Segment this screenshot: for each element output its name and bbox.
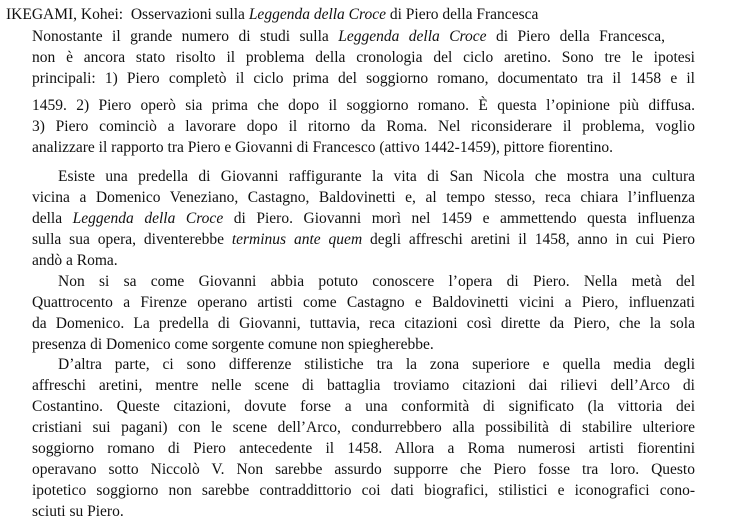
paragraph-line: principali: 1) Piero completò il ciclo prima del soggiorno romano, documentato tra il 1458 e il — [32, 70, 695, 87]
paragraph-1-continued — [32, 95, 695, 158]
paragraph-line: sulla sua opera, diventerebbe terminus ante quem degli affreschi aretini il 1458, anno in cui Piero — [32, 231, 695, 248]
paragraph-2 — [32, 166, 695, 271]
paragraph-1 — [32, 26, 695, 89]
paragraph-line: non è ancora stato risolto il problema della cronologia del ciclo aretino. Sono tre le ipotesi — [32, 49, 695, 66]
paragraph-line: D’altra parte, ci sono differenze stilistiche tra la zona superiore e quella media degli — [58, 356, 695, 373]
paragraph-line: da Domenico. La predella di Giovanni, tuttavia, reca citazioni così dirette da Piero, che la sola — [32, 315, 695, 332]
paragraph-line: operavano sotto Niccolò V. Non sarebbe assurdo supporre che Piero fosse tra loro. Questo — [32, 461, 695, 478]
paragraph-3 — [32, 271, 695, 355]
paragraph-line: Non si sa come Giovanni abbia potuto conoscere l’opera di Piero. Nella metà del — [58, 273, 695, 290]
italic-title: Leggenda della Croce — [72, 210, 224, 227]
italic-title: Leggenda della Croce — [338, 28, 487, 45]
paragraph-line: della Leggenda della Croce di Piero. Giovanni morì nel 1459 e ammettendo questa influenza — [32, 210, 695, 227]
paragraph-line: 1459. 2) Piero operò sia prima che dopo il soggiorno romano. È questa l’opinione più diffusa. — [32, 97, 695, 114]
paragraph-line: presenza di Domenico come sorgente comune non spiegherebbe. — [32, 336, 434, 353]
paragraph-line: Esiste una predella di Giovanni raffigurante la vita di San Nicola che mostra una cultura — [58, 168, 695, 185]
paragraph-line: Costantino. Queste citazioni, dovute forse a una conformità di significato (la vittoria dei — [32, 398, 695, 415]
article-heading — [6, 6, 538, 24]
paragraph-1-line-1: Nonostante il grande numero di studi sulla Leggenda della Croce di Piero della Francesca, — [32, 28, 665, 45]
paragraph-line: 3) Piero cominciò a lavorare dopo il ritorno da Roma. Nel riconsiderare il problema, voglio — [32, 118, 695, 135]
paragraph-line: sciuti su Piero. — [32, 503, 124, 520]
italic-term: terminus ante quem — [231, 231, 363, 248]
paragraph-line: cristiani sui pagani) con le scene dell’Arco, condurrebbero alla possibilità di stabilire ulteriore — [32, 419, 695, 436]
paragraph-line: soggiorno romano di Piero antecedente il 1458. Allora a Roma numerosi artisti fiorentini — [32, 440, 695, 457]
paragraph-line: ipotetico soggiorno non sarebbe contraddittorio coi dati biografici, stilistici e iconografici cono- — [32, 482, 695, 499]
author-name: IKEGAMI, Kohei — [6, 6, 119, 23]
paragraph-line: Quattrocento a Firenze operano artisti come Castagno e Baldovinetti vicini a Piero, influenzati — [32, 294, 695, 311]
title-italic: Leggenda della Croce — [248, 6, 386, 23]
title-prefix: Osservazioni sulla — [130, 6, 249, 23]
paragraph-line: analizzare il rapporto tra Piero e Giovanni di Francescо (attivo 1442-1459), pittore fiorentino. — [32, 139, 614, 156]
paragraph-line — [32, 26, 665, 47]
paragraph-line: vicina a Domenico Veneziano, Castagno, Baldovinetti e, al tempo stesso, reca chiara l’influenza — [32, 189, 695, 206]
paragraph-line: affreschi aretini, mentre nelle scene di battaglia troviamo citazioni dai rilievi dell’Arco di — [32, 377, 695, 394]
paragraph-4 — [32, 354, 695, 522]
author-separator: : — [118, 6, 124, 23]
title-suffix: di Piero della Francesca — [386, 6, 539, 23]
paragraph-line: andò a Roma. — [32, 252, 118, 269]
